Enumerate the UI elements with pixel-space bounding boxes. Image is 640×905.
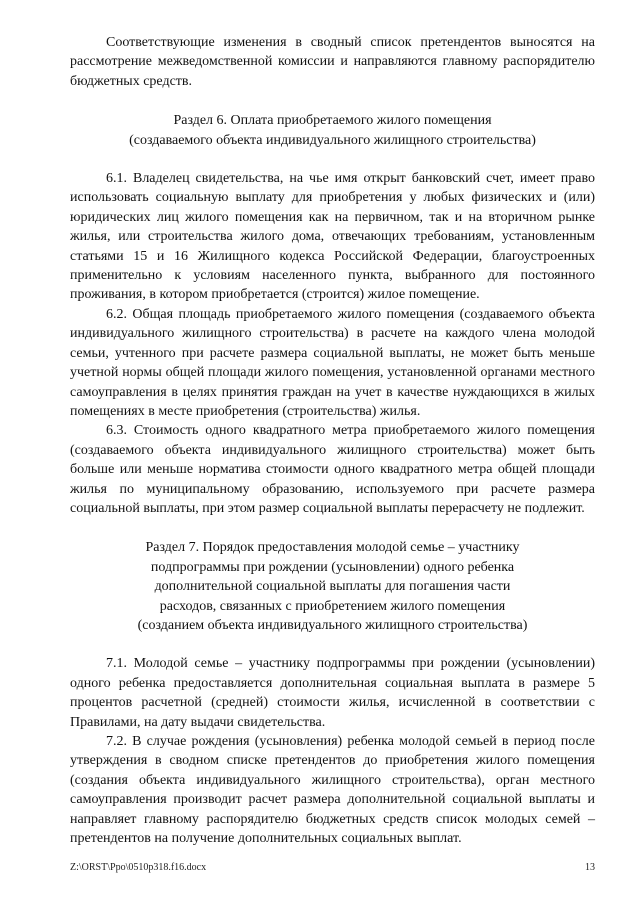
paragraph-6-3: 6.3. Стоимость одного квадратного метра приобретаемого жилого помещения (создаваемого объекта индивидуального жилищного строительства) может быть больше или меньше норматива стоимости одного квадратного метра общей площади жилья по муниципальному образованию, используемого при расчете размера социальной выплаты, при этом размер социальной выплаты перерасчету не подлежит. (70, 423, 595, 516)
section-6-body (70, 169, 595, 518)
section-6-title-line-2: (создаваемого объекта индивидуального жилищного строительства) (129, 132, 536, 148)
paragraph-7-2: 7.2. В случае рождения (усыновления) ребенка молодой семьей в период после утверждения в сводном списке претендентов до приобретения жилого помещения (создания объекта индивидуального жилищного строительства), орган местного самоуправления производит расчет размера дополнительной социальной выплаты и направляет главному распорядителю бюджетных средств список молодых семей – претендентов на получение дополнительных социальных выплат. (70, 734, 595, 847)
section-6-title-line-1: Раздел 6. Оплата приобретаемого жилого помещения (173, 113, 492, 129)
section-7-title-line-1: Раздел 7. Порядок предоставления молодой семье – участнику (145, 540, 520, 556)
section-7-title-line-5: (созданием объекта индивидуального жилищного строительства) (137, 617, 528, 633)
paragraph-6-2: 6.2. Общая площадь приобретаемого жилого помещения (создаваемого объекта индивидуального жилищного строительства) в расчете на каждого члена молодой семьи, учтенного при расчете размера социальной выплаты, не может быть меньше учетной нормы общей площади жилого помещения, установленной органами местного самоуправления в целях принятия граждан на учет в качестве нуждающихся в жилых помещениях в месте приобретения (строительства) жилья. (70, 306, 595, 419)
page-number: 13 (585, 862, 595, 873)
section-7-title-line-2: подпрограммы при рождении (усыновлении) одного ребенка (150, 559, 515, 575)
intro-paragraph: Соответствующие изменения в сводный список претендентов выносятся на рассмотрение межведомственной комиссии и направляются главному распорядителю бюджетных средств. (70, 35, 595, 89)
section-6-heading (70, 111, 595, 150)
section-7-title-line-4: расходов, связанных с приобретением жилого помещения (159, 598, 506, 614)
section-7-title-line-3: дополнительной социальной выплаты для погашения части (154, 579, 511, 595)
paragraph-6-1: 6.1. Владелец свидетельства, на чье имя открыт банковский счет, имеет право использовать социальную выплату для приобретения у любых физических и (или) юридических лиц жилого помещения как на первичном, так и на вторичном рынке жилья, или строительства жилого дома, отвечающих требованиям, установленным статьями 15 и 16 Жилищного кодекса Российской Федерации, благоустроенных применительно к условиям населенного пункта, выбранного для постоянного проживания, в котором приобретается (строится) жилое помещение. (70, 171, 595, 303)
paragraph-7-1: 7.1. Молодой семье – участнику подпрограммы при рождении (усыновлении) одного ребенка предоставляется дополнительная социальная выплата в размере 5 процентов расчетной (средней) стоимости жилья, исчисленной в соответствии с Правилами, на дату выдачи свидетельства. (70, 656, 595, 730)
document-page (70, 33, 595, 848)
footer-file-path: Z:\ORST\Ppo\0510p318.f16.docx (70, 862, 207, 873)
section-7-body (70, 654, 595, 848)
section-7-heading (70, 538, 595, 635)
